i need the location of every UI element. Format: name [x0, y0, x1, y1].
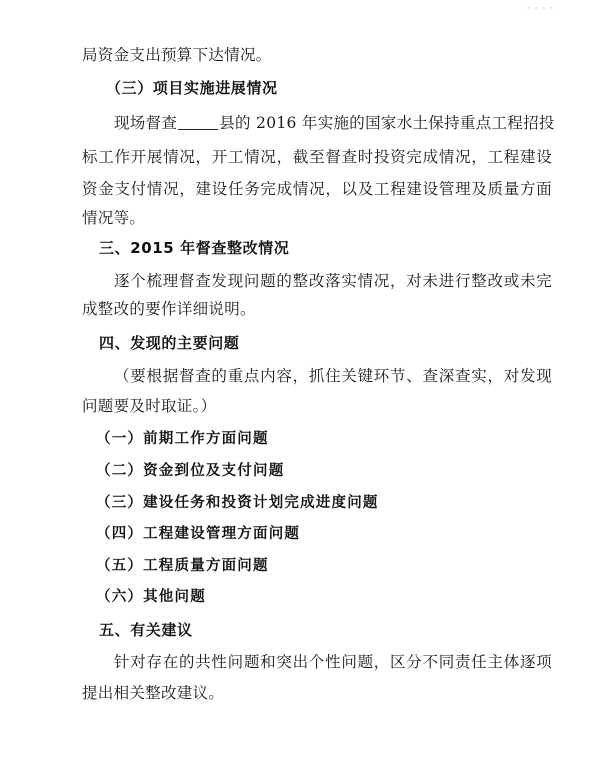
problem-item: （六）其他问题: [96, 589, 206, 605]
paragraph-project-progress-line3: 资金支付情况，建设任务完成情况，以及工程建设管理及质量方面: [82, 180, 552, 198]
heading-suggestions: 五、有关建议: [99, 621, 193, 639]
paragraph-problems-line2: 问题要及时取证。）: [82, 397, 217, 415]
paragraph-continuation: 局资金支出预算下达情况。: [82, 46, 272, 64]
problem-item: （三）建设任务和投资计划完成进度问题: [96, 495, 379, 511]
paragraph-project-progress-line4: 情况等。: [82, 209, 146, 227]
paragraph-suggestions-line1: 针对存在的共性问题和突出个性问题，区分不同责任主体逐项: [114, 653, 552, 671]
heading-main-problems: 四、发现的主要问题: [99, 334, 240, 352]
paragraph-suggestions-line2: 提出相关整改建议。: [82, 684, 225, 702]
heading-project-progress: （三）项目实施进展情况: [106, 79, 278, 97]
problem-item: （四）工程建设管理方面问题: [96, 526, 301, 542]
corner-mark: · · · ·: [526, 4, 554, 14]
paragraph-rectification-line1: 逐个梳理督查发现问题的整改落实情况，对未进行整改或未完: [114, 272, 552, 290]
paragraph-rectification-line2: 成整改的要作详细说明。: [82, 300, 256, 318]
paragraph-project-progress-line2: 标工作开展情况，开工情况，截至督查时投资完成情况，工程建设: [82, 148, 552, 166]
problem-item: （一）前期工作方面问题: [96, 431, 269, 447]
line-text-before-blank: 现场督查: [114, 114, 178, 132]
paragraph-project-progress-line1: [114, 113, 555, 133]
paragraph-problems-line1: （要根据督查的重点内容，抓住关键环节、查深查实，对发现: [114, 367, 552, 385]
problem-item: （二）资金到位及支付问题: [96, 463, 285, 479]
heading-2015-rectification: 三、2015 年督查整改情况: [99, 239, 290, 257]
line-text-after-blank: 县的 2016 年实施的国家水土保持重点工程招投: [219, 114, 555, 132]
blank-underline: [178, 115, 218, 130]
problem-item: （五）工程质量方面问题: [96, 558, 269, 574]
